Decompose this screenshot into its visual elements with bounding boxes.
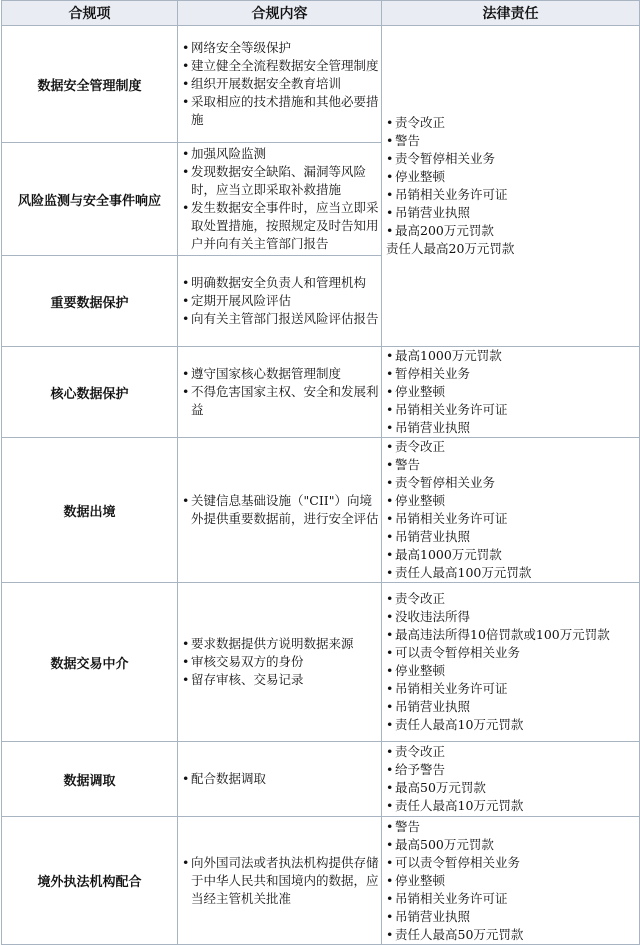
liability-bullet: • 最高违法所得10倍罚款或100万元罚款 — [386, 626, 637, 644]
liability-bullet: • 停业整顿 — [386, 872, 637, 890]
header-content: 合规内容 — [178, 1, 382, 26]
liability-cell — [382, 347, 640, 438]
content-cell — [178, 817, 382, 945]
liability-bullet: • 责任人最高100万元罚款 — [386, 564, 637, 582]
header-liability: 法律责任 — [382, 1, 640, 26]
liability-bullet: • 可以责令暂停相关业务 — [386, 854, 637, 872]
content-bullet: • 建立健全全流程数据安全管理制度 — [182, 57, 379, 75]
liability-bullet: • 吊销相关业务许可证 — [386, 510, 637, 528]
content-bullet: • 要求数据提供方说明数据来源 — [182, 635, 379, 653]
content-cell — [178, 256, 382, 347]
liability-bullet: • 吊销相关业务许可证 — [386, 680, 637, 698]
content-bullet: • 关键信息基础设施（"CII"）向境外提供重要数据前，进行安全评估 — [182, 492, 379, 528]
content-cell — [178, 742, 382, 817]
table-row — [2, 742, 640, 817]
content-cell — [178, 26, 382, 143]
liability-bullet: • 吊销营业执照 — [386, 528, 637, 546]
item-cell: 数据调取 — [2, 742, 178, 817]
content-bullet: • 组织开展数据安全教育培训 — [182, 75, 379, 93]
content-bullet: • 审核交易双方的身份 — [182, 653, 379, 671]
liability-cell — [382, 26, 640, 347]
liability-bullet: • 责令暂停相关业务 — [386, 474, 637, 492]
liability-bullet: • 给予警告 — [386, 761, 637, 779]
liability-bullet: • 责令改正 — [386, 590, 637, 608]
compliance-table — [1, 0, 640, 945]
liability-bullet: • 最高500万元罚款 — [386, 836, 637, 854]
liability-bullet: • 责任人最高10万元罚款 — [386, 797, 637, 815]
item-cell: 数据出境 — [2, 438, 178, 583]
liability-bullet: • 吊销营业执照 — [386, 204, 637, 222]
content-cell — [178, 143, 382, 256]
liability-bullet: • 警告 — [386, 818, 637, 836]
liability-bullet: • 暂停相关业务 — [386, 365, 637, 383]
liability-cell — [382, 817, 640, 945]
content-bullet: • 明确数据安全负责人和管理机构 — [182, 274, 379, 292]
liability-bullet: • 吊销相关业务许可证 — [386, 186, 637, 204]
liability-bullet: • 警告 — [386, 456, 637, 474]
liability-bullet: • 可以责令暂停相关业务 — [386, 644, 637, 662]
item-cell: 境外执法机构配合 — [2, 817, 178, 945]
liability-bullet: • 停业整顿 — [386, 168, 637, 186]
liability-bullet: • 停业整顿 — [386, 492, 637, 510]
header-item: 合规项 — [2, 1, 178, 26]
liability-bullet: • 责令改正 — [386, 743, 637, 761]
table-row — [2, 347, 640, 438]
item-cell: 风险监测与安全事件响应 — [2, 143, 178, 256]
item-cell: 核心数据保护 — [2, 347, 178, 438]
content-bullet: • 向有关主管部门报送风险评估报告 — [182, 310, 379, 328]
liability-bullet: • 责令改正 — [386, 114, 637, 132]
content-cell — [178, 347, 382, 438]
liability-bullet: • 责令暂停相关业务 — [386, 150, 637, 168]
content-bullet: • 向外国司法或者执法机构提供存储于中华人民共和国境内的数据，应当经主管机关批准 — [182, 854, 379, 908]
content-bullet: • 配合数据调取 — [182, 770, 379, 788]
liability-bullet: • 吊销营业执照 — [386, 419, 637, 437]
table-row — [2, 26, 640, 143]
liability-cell — [382, 583, 640, 742]
content-bullet: • 发生数据安全事件时，应当立即采取处置措施，按照规定及时告知用户并向有关主管部门报告 — [182, 199, 379, 253]
liability-bullet: • 责任人最高10万元罚款 — [386, 716, 637, 734]
liability-bullet: • 吊销营业执照 — [386, 908, 637, 926]
content-bullet: • 定期开展风险评估 — [182, 292, 379, 310]
item-cell: 重要数据保护 — [2, 256, 178, 347]
content-bullet: • 网络安全等级保护 — [182, 39, 379, 57]
content-bullet: • 发现数据安全缺陷、漏洞等风险时，应当立即采取补救措施 — [182, 163, 379, 199]
liability-bullet: • 警告 — [386, 132, 637, 150]
liability-bullet: • 最高1000万元罚款 — [386, 347, 637, 365]
liability-bullet: • 最高1000万元罚款 — [386, 546, 637, 564]
item-cell: 数据交易中介 — [2, 583, 178, 742]
table-row — [2, 583, 640, 742]
liability-bullet: • 停业整顿 — [386, 383, 637, 401]
liability-cell — [382, 742, 640, 817]
liability-bullet: • 最高50万元罚款 — [386, 779, 637, 797]
content-bullet: • 采取相应的技术措施和其他必要措施 — [182, 93, 379, 129]
liability-bullet: • 吊销相关业务许可证 — [386, 401, 637, 419]
liability-bullet: • 最高200万元罚款 — [386, 222, 637, 240]
content-bullet: • 不得危害国家主权、安全和发展利益 — [182, 383, 379, 419]
content-bullet: • 遵守国家核心数据管理制度 — [182, 365, 379, 383]
item-cell: 数据安全管理制度 — [2, 26, 178, 143]
table-row — [2, 817, 640, 945]
content-bullet: • 留存审核、交易记录 — [182, 671, 379, 689]
liability-cell — [382, 438, 640, 583]
content-cell — [178, 583, 382, 742]
table-header-row — [2, 1, 640, 26]
liability-bullet: • 责令改正 — [386, 438, 637, 456]
liability-note: 责任人最高20万元罚款 — [386, 241, 515, 256]
liability-bullet: • 责任人最高50万元罚款 — [386, 926, 637, 944]
liability-bullet: • 停业整顿 — [386, 662, 637, 680]
liability-bullet: • 吊销相关业务许可证 — [386, 890, 637, 908]
content-bullet: • 加强风险监测 — [182, 145, 379, 163]
liability-bullet: • 没收违法所得 — [386, 608, 637, 626]
liability-bullet: • 吊销营业执照 — [386, 698, 637, 716]
content-cell — [178, 438, 382, 583]
table-row — [2, 438, 640, 583]
